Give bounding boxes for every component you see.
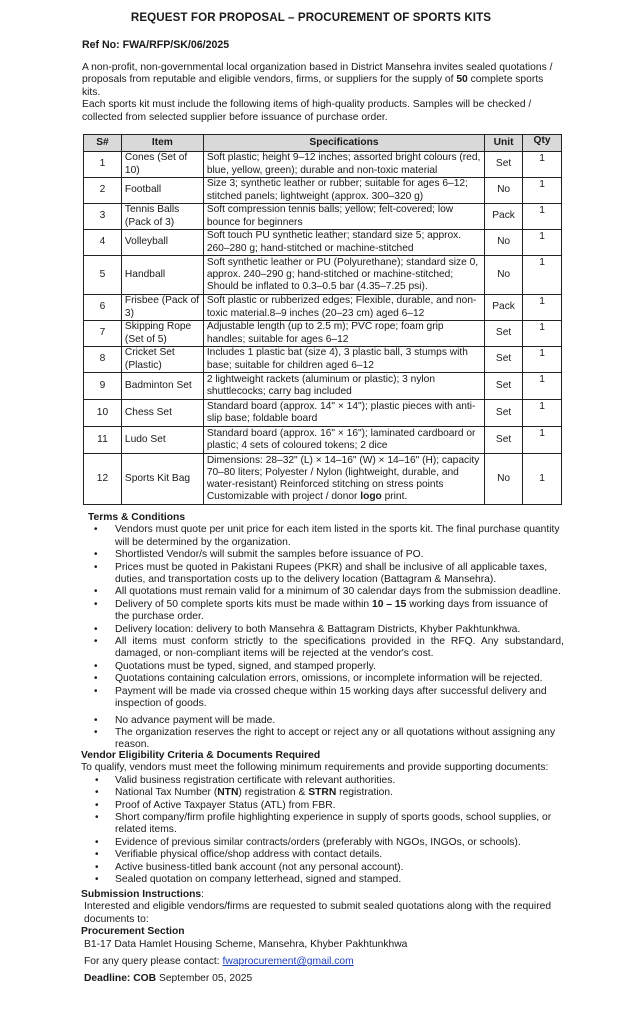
cell-item: Frisbee (Pack of 3) xyxy=(121,295,203,321)
cell-qty: 1 xyxy=(523,230,562,256)
header-specifications: Specifications xyxy=(203,135,484,152)
cell-sn: 5 xyxy=(84,256,122,295)
delivery-days: 10 – 15 xyxy=(371,598,407,610)
page-title: REQUEST FOR PROPOSAL – PROCUREMENT OF SPORTS KITS xyxy=(130,11,492,24)
cell-spec: Soft synthetic leather or PU (Polyurethane); standard size 0, approx. 240–290 g; hand-stitched or machine-stitched; Should be inflated to 0.3–0.5 bar (4.35–7.25 psi). xyxy=(203,256,484,295)
list-item: • Sealed quotation on company letterhead, signed and stamped. xyxy=(81,874,566,886)
intro-paragraph-2: Each sports kit must include the following items of high-quality products. Samples will be checked / collected from selected supplier before issuance of purchase order. xyxy=(82,99,532,123)
terms-list xyxy=(88,524,564,751)
cell-spec: Includes 1 plastic bat (size 4), 3 plastic ball, 3 stumps with base; suitable for children aged 6–12 xyxy=(203,347,484,373)
intro-text: complete sports kits. xyxy=(82,74,544,98)
cell-sn: 1 xyxy=(84,152,122,178)
cell-unit: No xyxy=(485,454,523,505)
vendor-heading: Vendor Eligibility Criteria & Documents Required xyxy=(81,750,321,761)
cell-qty: 1 xyxy=(523,256,562,295)
cell-qty: 1 xyxy=(523,373,562,400)
list-item xyxy=(81,787,566,799)
item-text: ) registration & xyxy=(238,787,309,799)
cell-item: Volleyball xyxy=(121,230,203,256)
ntn-label: NTN xyxy=(217,787,239,799)
cell-item: Tennis Balls (Pack of 3) xyxy=(121,204,203,230)
vendor-eligibility-section xyxy=(81,750,566,886)
list-item: • Valid business registration certificate with relevant authorities. xyxy=(81,775,566,787)
table-row xyxy=(84,427,562,454)
cell-sn: 11 xyxy=(84,427,122,454)
cell-unit: No xyxy=(485,178,523,204)
cell-item: Cones (Set of 10) xyxy=(121,152,203,178)
cell-item: Handball xyxy=(121,256,203,295)
reference-number: Ref No: FWA/RFP/SK/06/2025 xyxy=(82,39,230,51)
cell-item: Ludo Set xyxy=(121,427,203,454)
table-row xyxy=(84,178,562,204)
list-item: • Shortlisted Vendor/s will submit the samples before issuance of PO. xyxy=(88,549,564,561)
intro-section xyxy=(82,62,564,124)
cell-qty: 1 xyxy=(523,321,562,347)
cell-spec: Soft touch PU synthetic leather; standard size 5; approx. 260–280 g; hand-stitched or machine-stitched xyxy=(203,230,484,256)
procurement-heading: Procurement Section xyxy=(81,926,185,938)
list-item: • Quotations containing calculation errors, omissions, or incomplete information will be rejected. xyxy=(88,673,564,685)
cell-unit: No xyxy=(485,256,523,295)
cell-spec: 2 lightweight rackets (aluminum or plastic); 3 nylon shuttlecocks; carry bag included xyxy=(203,373,484,400)
contact-line xyxy=(81,956,566,968)
cell-sn: 3 xyxy=(84,204,122,230)
terms-heading: Terms & Conditions xyxy=(88,512,186,523)
table-row xyxy=(84,321,562,347)
list-item: • No advance payment will be made. xyxy=(88,715,564,727)
item-text: Delivery of 50 complete sports kits must be made within xyxy=(115,598,372,610)
table-row xyxy=(84,454,562,505)
cell-unit: Set xyxy=(485,400,523,427)
table-row xyxy=(84,204,562,230)
list-item: • Vendors must quote per unit price for each item listed in the sports kit. The final purchase quantity will be determined by the organization. xyxy=(88,524,564,549)
cell-item: Cricket Set (Plastic) xyxy=(121,347,203,373)
cell-unit: Set xyxy=(485,347,523,373)
cell-qty: 1 xyxy=(523,152,562,178)
cell-sn: 7 xyxy=(84,321,122,347)
contact-email-link[interactable]: fwaprocurement@gmail.com xyxy=(222,956,354,968)
cell-spec: Adjustable length (up to 2.5 m); PVC rope; foam grip handles; suitable for ages 6–12 xyxy=(203,321,484,347)
cell-unit: Pack xyxy=(485,295,523,321)
cell-spec: Standard board (approx. 16" × 16"); laminated cardboard or plastic; 4 sets of coloured tokens; 2 dice xyxy=(203,427,484,454)
cell-spec: Size 3; synthetic leather or rubber; suitable for ages 6–12; stitched panels; lightweight (approx. 300–320 g) xyxy=(203,178,484,204)
procurement-address: B1-17 Data Hamlet Housing Scheme, Mansehra, Khyber Pakhtunkhwa xyxy=(84,938,408,950)
list-item xyxy=(88,599,564,624)
table-row xyxy=(84,400,562,427)
submission-text: Interested and eligible vendors/firms are requested to submit sealed quotations along with the required documents to: xyxy=(84,901,552,925)
cell-sn: 2 xyxy=(84,178,122,204)
cell-item: Sports Kit Bag xyxy=(121,454,203,505)
cell-unit: Pack xyxy=(485,204,523,230)
cell-qty: 1 xyxy=(523,347,562,373)
header-item: Item xyxy=(121,135,203,152)
deadline-value: September 05, 2025 xyxy=(156,973,253,985)
cell-spec: Soft compression tennis balls; yellow; felt-covered; low bounce for beginners xyxy=(203,204,484,230)
cell-unit: Set xyxy=(485,373,523,400)
header-unit: Unit xyxy=(485,135,523,152)
cell-spec: Soft plastic; height 9–12 inches; assorted bright colours (red, blue, yellow, green); durable and non-toxic material xyxy=(203,152,484,178)
table-header-row xyxy=(84,135,562,152)
table-row xyxy=(84,152,562,178)
cell-sn: 10 xyxy=(84,400,122,427)
cell-unit: Set xyxy=(485,152,523,178)
list-item: • Evidence of previous similar contracts/orders (preferably with NGOs, INGOs, or schools). xyxy=(81,837,566,849)
cell-spec xyxy=(203,454,484,505)
cell-qty: 1 xyxy=(523,295,562,321)
submission-section xyxy=(81,889,566,986)
list-item: • All quotations must remain valid for a minimum of 30 calendar days from the submission deadline. xyxy=(88,586,564,598)
cell-sn: 6 xyxy=(84,295,122,321)
item-text: registration. xyxy=(336,787,393,799)
items-table xyxy=(83,134,562,505)
submission-heading-line xyxy=(81,889,566,901)
heading-suffix: : xyxy=(201,889,205,900)
list-item: • Prices must be quoted in Pakistani Rupees (PKR) and shall be inclusive of all applicable taxes, duties, and transportation costs up to the delivery location (Battagram & Mansehra). xyxy=(88,562,564,587)
terms-section xyxy=(88,512,564,752)
contact-label: For any query please contact: xyxy=(84,956,223,968)
cell-sn: 4 xyxy=(84,230,122,256)
cell-qty: 1 xyxy=(523,427,562,454)
table-row xyxy=(84,256,562,295)
cell-item: Chess Set xyxy=(121,400,203,427)
table-row xyxy=(84,373,562,400)
kit-count: 50 xyxy=(456,74,468,86)
table-row xyxy=(84,347,562,373)
table-row xyxy=(84,295,562,321)
cell-sn: 9 xyxy=(84,373,122,400)
deadline-line xyxy=(81,973,566,985)
cell-item: Football xyxy=(121,178,203,204)
cell-item: Skipping Rope (Set of 5) xyxy=(121,321,203,347)
spec-bold: logo xyxy=(360,491,382,503)
list-item: • All items must conform strictly to the specifications provided in the RFQ. Any substandard, damaged, or non-compliant items will be rejected at the vendor's cost. xyxy=(88,636,564,661)
item-text: working days from issuance of the purchase order. xyxy=(115,598,548,623)
spec-text: print. xyxy=(381,491,408,503)
list-item: • Delivery location: delivery to both Mansehra & Battagram Districts, Khyber Pakhtunkhwa. xyxy=(88,624,564,636)
cell-qty: 1 xyxy=(523,204,562,230)
cell-unit: Set xyxy=(485,321,523,347)
list-item: • Active business-titled bank account (not any personal account). xyxy=(81,862,566,874)
cell-unit: No xyxy=(485,230,523,256)
cell-spec: Standard board (approx. 14" × 14"); plastic pieces with anti-slip base; foldable board xyxy=(203,400,484,427)
cell-item: Badminton Set xyxy=(121,373,203,400)
vendor-subheading: To qualify, vendors must meet the following minimum requirements and provide supporting documents: xyxy=(81,762,549,774)
cell-unit: Set xyxy=(485,427,523,454)
header-sn: S# xyxy=(84,135,122,152)
intro-paragraph-1 xyxy=(82,62,564,99)
intro-text: A non-profit, non-governmental local organization based in District Mansehra invites sealed quotations / proposals from reputable and eligible vendors, firms, or suppliers for the supply of xyxy=(82,62,553,86)
table-row xyxy=(84,230,562,256)
list-item: • Proof of Active Taxpayer Status (ATL) from FBR. xyxy=(81,800,566,812)
cell-spec: Soft plastic or rubberized edges; Flexible, durable, and non-toxic material.8–9 inches (20–23 cm) aged 6–12 xyxy=(203,295,484,321)
deadline-label: Deadline: COB xyxy=(84,973,157,985)
list-item: • Short company/firm profile highlighting experience in supply of sports goods, school supplies, or related items. xyxy=(81,812,566,837)
submission-heading: Submission Instructions xyxy=(81,889,202,900)
vendor-list xyxy=(81,775,566,887)
list-item: • Payment will be made via crossed cheque within 15 working days after successful delivery and inspection of goods. xyxy=(88,686,564,711)
header-qty: Qty xyxy=(523,135,562,152)
strn-label: STRN xyxy=(308,787,337,799)
cell-qty: 1 xyxy=(523,178,562,204)
list-item: • Verifiable physical office/shop address with contact details. xyxy=(81,849,566,861)
cell-qty: 1 xyxy=(523,400,562,427)
item-text: National Tax Number ( xyxy=(115,787,218,799)
spec-text: Dimensions: 28–32" (L) × 14–16" (W) × 14–16" (H); capacity 70–80 liters; Polyester / Nylon (lightweight, durable, and water-resistant) Reinforced stitching on stress points Customizable with project / donor xyxy=(206,454,480,503)
cell-qty: 1 xyxy=(523,454,562,505)
list-item: • The organization reserves the right to accept or reject any or all quotations without assigning any reason. xyxy=(88,727,564,752)
cell-sn: 12 xyxy=(84,454,122,505)
list-item: • Quotations must be typed, signed, and stamped properly. xyxy=(88,661,564,673)
cell-sn: 8 xyxy=(84,347,122,373)
